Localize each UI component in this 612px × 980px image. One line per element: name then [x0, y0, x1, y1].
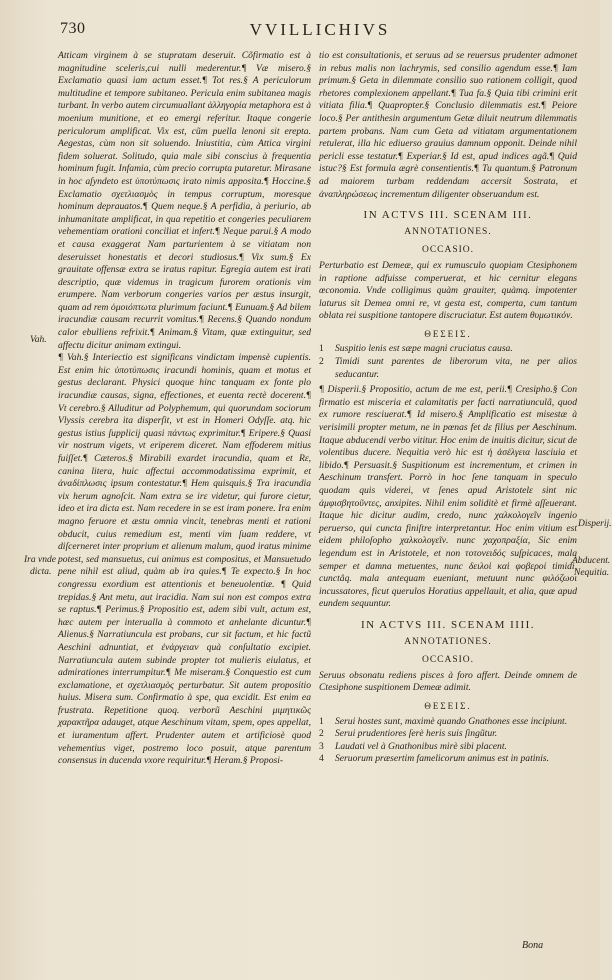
margin-note-disperii: Disperij. — [578, 519, 612, 529]
list-item — [319, 728, 577, 741]
scene-3-occasio-label: OCCASIO. — [421, 245, 475, 256]
item-number: 3 — [319, 740, 324, 752]
item-number: 1 — [319, 715, 324, 727]
item-number: 1 — [319, 343, 324, 355]
scene-3-occasio-text: Perturbatio est Demeæ, qui ex rumusculo quopiam Ctesiphonem in raptione adfuisse comperuerat, et hic cernitur elegans œconomia. Vnde colligimus quàm grauiter, quàmq. impotenter laturus sit Demea omni re, vt gesta est, comperta, cum tantum oblata rei suspitione tantopere discruciatur. Est autem θυμωτικόν. — [319, 259, 577, 322]
catchword: Bona — [522, 940, 544, 951]
item-number: 2 — [319, 356, 324, 368]
item-text: Seruorum præsertim famelicorum animus est in patinis. — [335, 753, 549, 765]
scene-4-occasio-text: Seruus obsonatu rediens pisces à foro affert. Deinde omnem de Ctesiphone suspitionem Demeæ adimit. — [319, 669, 577, 694]
left-paragraph-2: ¶ Vah.§ Interiectio est significans vindictam impensè cupientis. Est enim hic ὑποτύπωσις iracundi hominis, quam et motus et gestus declarant. Physici quoque hinc tanquam ex fonte plo iracundiæ causas, signa, effectiones, et euenta rectè docerent.¶ Vt cerebro.§ Alluditur ad Polyphemum, qui quorundam sociorum Vlyssis cerebra ita disperſit, vt est in Homeri Odyſſe. atq. hic gestus istius ſupplicij quasi πάντως exprimitur.¶ Eripere.§ Quasi vir nostrum vigets, vt eriperem diceret. Nam effoderem mitius fuiſſet.¶ Cæteros.§ Mirabili exardet iracundia, quam et Rε, canina litera, huic affectui accommodatissima exprimit, et ἀναδίπλωσις ipsum contestatur.¶ Hem quisquis.§ Tra iracundia vix herum agnoſcit. Nam extra se irε videtur, qui furore cietur, ideo et ira dicta est. Nam recedere in se est iram ponere. Ira enim magno feruore et æstu omnia vincit, tenebras menti et rationi obducit, cuius remedium est, menti vim ſuam reddere, vt diſcerneret inter proprium et alienum malum, quod iratus minime potest, sed mansuetus, cui animus est compositus, et Mansuetudo pene nihil est aliud, quàm ab ira quies.¶ Te expecto.§ In hoc congressu exordium est attentionis et beneuolentiæ. ¶ Quid trepidas.§ Ant metu, aut iracidia. Nam sui non est compos extra se raptus.¶ Perimus.§ Propositio est, adem sibi vult, actum est, hæc autem per interualla à commoto et anhelante dicuntur.¶ Alienus.§ Narratiuncula est probans, cur sit factum, et hic factũ Aeschini adnuntiat, et ἐνάργειαν quà conſultatio excipiet. Narratiuncula autem subinde propter tot mulieris eiulatus, et admirationes interrumpitur.¶ Me miseram.§ Conquestio est cum exclamatione, et σχετλιασμὸς perturbatur. Sit autem propositio huius. Misera sum. Confirmatio à spe, qua excidit. Est enim ea frustrata. Repetitione quoq. verborũ Aeschini μιμητικῶς χαρακτῆρα adauget, atque Aeschinum vitam, spem, opes appellat, et iuramentum affert. Prudenter autem et artificiosè quod vehementius viget, postremo loco posuit, atque parentum consensus in ducenda vxore requiritur.¶ Heram.§ Proposi- — [58, 352, 311, 767]
item-text: Serui hostes sunt, maximè quando Gnathones esse incipiunt. — [335, 715, 568, 727]
scene-4-theseis-label: ΘΕΣΕΙΣ. — [424, 700, 472, 711]
right-intro-paragraph: tio est consultationis, et seruus ad se reuersus prudenter admonet in rebus malis non lachrymis, sed consilio agendum esse.¶ Iam primum.§ Geta in dilemmate consilio suo rationem colligit, quod rhetores complexionem appellant.¶ Tua fa.§ Quia tibi crimini erit vitiata filia.¶ Quapropter.§ Conclusio dilemmatis est.¶ Peiore loco.§ Per antithesin argumentum Getæ diluit neutrum dilemmatis partem probans. Nam cum Geta ad vitiatam argumentationem retulerat, illa hic ediuerso grauius damnum opponit. Deinde nihil pericli esse testatur.¶ Experiar.§ Id est, apud indices agã.¶ Quid istuc?§ Est formula ægrè consentientis.¶ Tu quantum.§ Patronum ad maiorem turbam reddendam accersit Sostrata, et ἀναπληρώσεως incrementum diligenter obseruandum est. — [319, 50, 577, 200]
right-column — [319, 50, 577, 955]
page-number: 730 — [60, 20, 86, 37]
margin-note-abducent: Abducent. — [572, 556, 611, 566]
running-head: VVILLICHIVS — [249, 20, 391, 39]
scene-3-heading: IN ACTVS III. SCENAM III. — [363, 209, 533, 222]
scene-4-annotations-label: ANNOTATIONES. — [404, 636, 492, 647]
list-item — [319, 753, 577, 766]
scene-3-theseis-label: ΘΕΣΕΙΣ. — [424, 328, 472, 339]
item-text: Timidi sunt parentes de liberorum vita, ne per alios seducantur. — [335, 356, 577, 380]
margin-note-vah: Vah. — [30, 335, 47, 345]
left-paragraph-1: Atticam virginem à se stupratam deseruit. Cõfirmatio est à magnitudine sceleris,cui nulli mederentur.¶ Væ misero.§ Exclamatio quasi iam actum esset.¶ Tot res.§ A periculorum multitudine et tempore subitaneo. Pericula enim subitanea magis turbant. In verbo autem circumuallant ἀλληγορία metaphora est à moenium munitione, et eo emergi referitur. Itaque congerie periculorum amplificat. Vix est, cũm puella lenoni sit erepta. Aegestas, cùm non sit soluendo. Iniustitia, cùm Attica virgini fidem soluerat. Solitudo, quia male sibi conscius à frequentia hominum fugit. Infamia, cùm precio corrupta putaretur. Mirasane in hoc aſyndeto est ὑποτύπωσις irato nimis apposita.¶ Hoccine.§ Exclamatio σχετλιασμὸς in tempus corruptum, moresque hominum deprauatos.¶ Quem neque.§ A perfidia, à periurio, ab inhumanitate amplificat, in qua repetitio et congeries peculiarem vehementiam orationi conciliat et infert.¶ Neque parui.§ A modo et causa exaggerat Nam parturientem à se vitiatam non deseruisset honestatis et decori studiosus.¶ Vix sum.§ Ex grauitate offensæ extra se iratus rapitur. Egregia autem est irati descriptio, quæ videmus in tragicum furorem orationis vim erumpere. Nam verborum congeries varios per æstus insurgit, quam ad rem ὁμοιόπτωτα plurimum faciunt.¶ Eunuam.§ Ad bilem iracundiæ causam recurrit vomitus.¶ Recens.§ Quando nondum calor ebulliens refrixit.¶ Animam.§ Vitam, quæ extinguitur, sed affectu dicitur animam extingui. — [58, 50, 311, 351]
list-item — [319, 343, 577, 356]
list-item — [319, 741, 577, 754]
scene-4-occasio-label: OCCASIO. — [421, 655, 475, 666]
margin-note-dicta: dicta. — [30, 567, 52, 577]
list-item — [319, 356, 577, 381]
page-header — [60, 20, 580, 42]
item-number: 4 — [319, 753, 324, 765]
scene-3-commentary: ¶ Disperii.§ Propositio, actum de me est, perii.¶ Cresipho.§ Con firmatio est misceria et calamitatis per facti narratiunculã, quod ex rumore resciuerat.¶ Id misero.§ Amplificatio est misestæ à verisimili propter metum, ne in pœnas fet dε filius per Aeschinum. Itaque abducendi verbo vititur. Hoc enim de inuitis dicitur, sicut de volentibus ducere. Nequitia verò hic est ἡ ἀσέλγεια lasciuia et libido.¶ Persuasit.§ Suspitionum est incrementum, et crimen in Aeschinum transfert. Porrò in hoc ſene tanquam in speculo quodam quis viderei, vt ſenes apud Aristotelε sint nic ἀμφισβητοῦντες, anxipites. Nihil enim soliditè et firmè aſſeuerant. Itaque hic dicitur audim, credo, nunc χαλκολογεῖν ingenio peruerso, qui cuncta finiſtre interpretantur. Hoc enim vitium est eidem philoſopho χαλκολογεῖν. nunc χαχοπραξία, Sic enim legendum est in Aristotele, et non τοτονειδός suſpicaces, mala semper et damna metuentes, nunc δειλοὶ καὶ φοβεροί timidi, cunctâq. mala antequam eueniant, metuunt nunc φιλόζωοι incussatores, ficut querulos Horatius appellauit, et alia, quæ apud eundem sequuntur. — [319, 384, 577, 610]
item-number: 2 — [319, 728, 324, 740]
scene-4-heading: IN ACTVS III. SCENAM IIII. — [360, 618, 536, 631]
scene-3-annotations-label: ANNOTATIONES. — [404, 226, 492, 237]
margin-note-nequitia: Nequitia. — [574, 568, 610, 578]
left-column — [58, 50, 311, 955]
item-text: Suspitio lenis est sæpe magni cruciatus causa. — [335, 343, 513, 355]
list-item — [319, 716, 577, 729]
margin-note-ira-vnde: Ira vnde — [24, 555, 56, 565]
item-text: Serui prudentiores ſerè heris suis ſingũtur. — [335, 728, 498, 740]
item-text: Laudati vel à Gnathonibus mirè sibi placent. — [335, 740, 507, 752]
